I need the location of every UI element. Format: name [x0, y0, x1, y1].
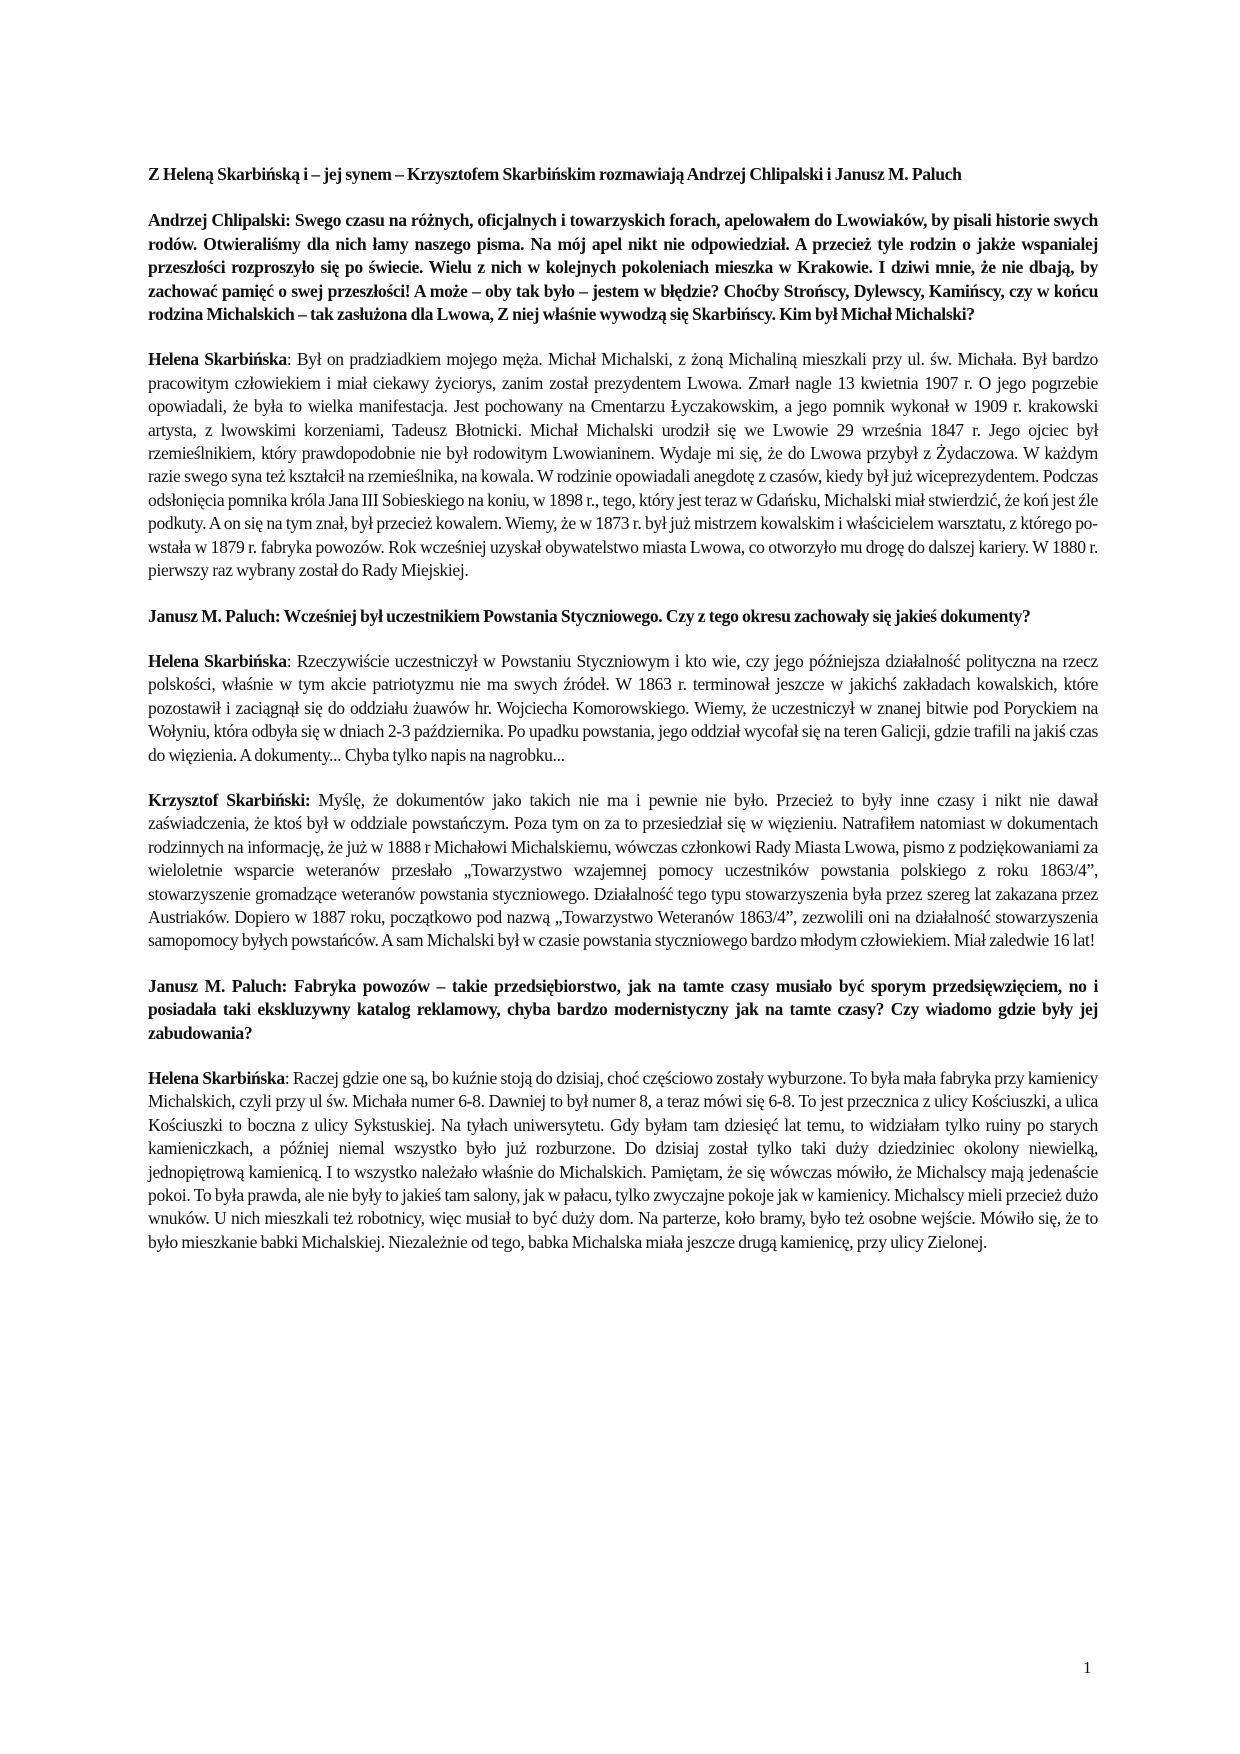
speaker-name: Helena Skarbińska	[148, 349, 287, 370]
speaker-name: Andrzej Chlipalski:	[148, 210, 291, 231]
paragraph-text: Myślę, że dokumentów jako takich nie ma i pewnie nie było. Przecież to były inne czasy i nikt nie dawał zaświadczenia, że ktoś był w oddziale powstańczym. Poza tym on za to przesiedział się w więzieniu. Natrafiłem natomiast w dokumentach rodzinnych na informację, że już w 1888 r Michałowi Michalskiemu, wówczas członkowi Rady Miasta Lwowa, pismo z podziękowaniami za wieloletnie wsparcie weteranów przesłało „Towarzystwo wzajemnej pomocy uczestników powstania polskiego z roku 1863/4”, stowarzyszenie gromadzące weteranów powstania styczniowego. Działalność tego typu stowarzyszenia była przez szereg lat zakazana przez Austriaków. Dopiero w 1887 roku, początkowo pod nazwą „Towarzystwo Weteranów 1863/4”, zezwolili oni na działalność stowarzyszenia samopomocy byłych powstańców. A sam Michalski był w czasie powstania styczniowego bardzo młodym człowiekiem. Miał zaledwie 16 lat!	[148, 789, 1098, 951]
question-paragraph	[148, 209, 1098, 326]
page-number: 1	[1083, 1658, 1092, 1677]
speaker-name: Janusz M. Paluch:	[148, 605, 281, 626]
question-paragraph	[148, 605, 1098, 628]
paragraph-text: Fabryka powozów – takie przedsiębiorstwo, jak na tamte czasy musiało być sporym przedsięwzięciem, no i posiadała taki ekskluzywny katalog reklamowy, chyba bardzo modernistyczny jak na tamte czasy? Czy wiadomo gdzie były jej zabudowania?	[148, 975, 1099, 1043]
answer-paragraph	[148, 650, 1098, 767]
answer-paragraph	[148, 348, 1098, 582]
answer-paragraph	[148, 1067, 1098, 1254]
speaker-name: Janusz M. Paluch:	[148, 975, 287, 996]
paragraph-text: Wcześniej był uczestnikiem Powstania Styczniowego. Czy z tego okresu zachowały się jakieś dokumenty?	[280, 605, 1031, 626]
interview-title: Z Heleną Skarbińską i – jej synem – Krzysztofem Skarbińskim rozmawiają Andrzej Chlipalski i Janusz M. Paluch	[148, 164, 962, 184]
paragraph-text: : Raczej gdzie one są, bo kuźnie stoją do dzisiaj, choć częściowo zostały wyburzone. To była mała fabryka przy kamienicy Michalskich, czyli przy ul św. Michała numer 6-8. Dawniej to był numer 8, a teraz mówi się 6-8. To jest przecznica z ulicy Kościuszki, a ulica Kościuszki to boczna z ulicy Sykstuskiej. Na tyłach uniwersytetu. Gdy byłam tam dziesięć lat temu, to widziałam tylko ruiny po starych kamieniczkach, a później niemal wszystko było już rozburzone. Do dzisiaj został tylko taki duży dziedziniec okolony niewielką, jednopiętrową kamienicą. I to wszystko należało właśnie do Michalskich. Pamiętam, że się wówczas mówiło, że Michalscy mają jedenaście pokoi. To była prawda, ale nie były to jakieś tam salony, jak w pałacu, tylko zwyczajne pokoje jak w kamienicy. Michalscy mieli przecież dużo wnuków. U nich mieszkali też robotnicy, więc musiał to być duży dom. Na parterze, koło bramy, było też osobne wejście. Mówiło się, że to było mieszkanie babki Michalskiej. Niezależnie od tego, babka Michalska miała jeszcze drugą kamienicę, przy ulicy Zielonej.	[148, 1068, 1098, 1252]
speaker-name: Krzysztof Skarbiński:	[148, 789, 311, 810]
question-paragraph	[148, 975, 1098, 1045]
document-page	[148, 163, 1098, 1276]
speaker-name: Helena Skarbińska	[148, 650, 287, 671]
paragraph-text: : Rzeczywiście uczestniczył w Powstaniu Styczniowym i kto wie, czy jego późniejsza działalność polityczna na rzecz polskości, właśnie w tym akcie patriotyzmu nie ma swych źródeł. W 1863 r. terminował jeszcze w jakichś zakładach kowalskich, które pozostawił i zaciągnął się do oddziału żuawów hr. Wojciecha Komorowskiego. Wiemy, że uczestniczył w znanej bitwie pod Poryckiem na Wołyniu, która odbyła się w dniach 2-3 października. Po upadku powstania, jego oddział wycofał się na teren Galicji, gdzie trafili na jakiś czas do więzienia. A dokumenty... Chyba tylko napis na nagrobku...	[148, 650, 1098, 765]
paragraph-text: Swego czasu na różnych, oficjalnych i towarzyskich forach, apelowałem do Lwowiaków, by pisali historie swych rodów. Otwieraliśmy dla nich łamy naszego pisma. Na mój apel nikt nie odpowiedział. A przecież tyle rodzin o jakże wspanialej przeszłości rozproszyło się po świecie. Wielu z nich w kolejnych pokoleniach mieszka w Krakowie. I dziwi mnie, że nie dbają, by zachować pamięć o swej przeszłości! A może – oby tak było – jestem w błędzie? Choćby Strońscy, Dylewscy, Kamińscy, czy w końcu rodzina Michalskich – tak zasłużona dla Lwowa, Z niej właśnie wywodzą się Skarbińscy. Kim był Michał Michalski?	[148, 210, 1098, 325]
speaker-name: Helena Skarbińska	[148, 1068, 285, 1088]
answer-paragraph	[148, 789, 1098, 953]
paragraph-text: : Był on pradziadkiem mojego męża. Michał Michalski, z żoną Michaliną mieszkali przy ul. św. Michała. Był bardzo pracowitym człowiekiem i miał ciekawy życiorys, zanim został prezydentem Lwowa. Zmarł nagle 13 kwietnia 1907 r. O jego pogrzebie opowiadali, że była to wielka manifestacja. Jest pochowany na Cmentarzu Łyczakowskim, a jego pomnik wykonał w 1909 r. krakowski artysta, z lwowskimi korzeniami, Tadeusz Błotnicki. Michał Michalski urodził się we Lwowie 29 września 1847 r. Jego ojciec był rzemieślnikiem, który prawdopodobnie nie był rodowitym Lwowianinem. Wydaje mi się, że do Lwowa przybył z Żydaczowa. W każdym razie swego syna też kształcił na rzemieślnika, na kowala. W rodzinie opowiadali anegdotę z czasów, kiedy był już wiceprezydentem. Podczas odsłonięcia pomnika króla Jana III Sobieskiego na koniu, w 1898 r., tego, który jest teraz w Gdańsku, Michalski miał stwierdzić, że koń jest źle podkuty. A on się na tym znał, był przecież kowalem. Wiemy, że w 1873 r. był już mistrzem kowalskim i właścicielem warsztatu, z którego powstała w 1879 r. fabryka powozów. Rok wcześniej uzyskał obywatelstwo miasta Lwowa, co otworzyło mu drogę do dalszej kariery. W 1880 r. pierwszy raz wybrany został do Rady Miejskiej.	[148, 349, 1098, 581]
